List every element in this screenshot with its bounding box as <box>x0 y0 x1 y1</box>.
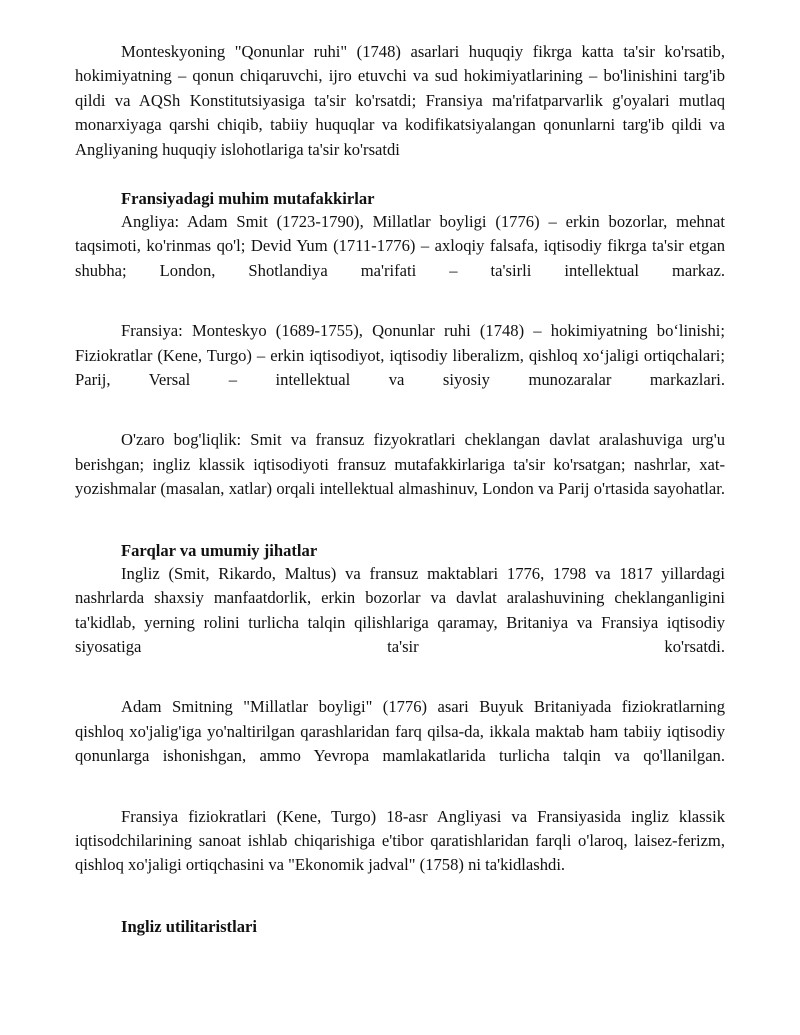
paragraph-wealth-of-nations: Adam Smitning "Millatlar boyligi" (1776) asari Buyuk Britaniyada fiziokratlarning qishloq xo'jalig'iga yo'naltirilgan qarashlaridan farq qilsa-da, ikkala maktab ham tabiiy iqtisodiy qonunlarga ishonishgan, ammo Yevropa mamlakatlarida turlicha talqin va qo'llanilgan. <box>75 697 725 766</box>
heading-english-utilitarians: Ingliz utilitaristlari <box>121 916 257 936</box>
heading-important-thinkers: Fransiyadagi muhim mutafakkirlar <box>121 189 375 209</box>
document-page <box>75 40 725 938</box>
paragraph-montesquieu-influence: Monteskyoning "Qonunlar ruhi" (1748) asarlari huquqiy fikrga katta ta'sir ko'rsatib, hokimiyatning – qonun chiqaruvchi, ijro etuvchi va sud hokimiyatlarining – bo'linishini targ'ib qildi va AQSh Konstitutsiyasiga ta'sir ko'rsatdi; Fransiya ma'rifatparvarlik g'oyalari mutlaq monarxiyaga qarshi chiqib, tabiiy huquqlar va kodifikatsiyalangan qonunlarni targ'ib qildi va Angliyaning huquqiy islohotlariga ta'sir ko'rsatdi <box>75 42 725 159</box>
paragraph-interconnection: O'zaro bog'liqlik: Smit va fransuz fizyokratlari cheklangan davlat aralashuviga urg'u berishgan; ingliz klassik iqtisodiyoti fransuz mutafakkirlariga ta'sir ko'rsatgan; nashrlar, xat-yozishmalar (masalan, xatlar) orqali intellektual almashinuv, London va Parij o'rtasida sayohatlar. <box>75 430 725 499</box>
paragraph-french-physiocrats: Fransiya fiziokratlari (Kene, Turgo) 18-asr Angliyasi va Fransiyasida ingliz klassik iqtisodchilarining sanoat ishlab chiqarishiga e'tibor qaratishlaridan farqli o'laroq, laisez-ferizm, qishloq xo'jaligi ortiqchasini va "Ekonomik jadval" (1758) ni ta'kidlashdi. <box>75 806 725 875</box>
paragraph-english-french-schools: Ingliz (Smit, Rikardo, Maltus) va fransuz maktablari 1776, 1798 va 1817 yillardagi nashrlarda shaxsiy manfaatdorlik, erkin bozorlar va davlat aralashuvining cheklanganligini ta'kidlab, yerning rolini turlicha talqin qilishlariga qaramay, Britaniya va Fransiya iqtisodiy siyosatiga ta'sir ko'rsatdi. <box>75 563 725 656</box>
paragraph-france-thinkers: Fransiya: Monteskyo (1689-1755), Qonunlar ruhi (1748) – hokimiyatning boʻlinishi; Fiziokratlar (Kene, Turgo) – erkin iqtisodiyot, iqtisodiy liberalizm, qishloq xoʻjaligi ortiqchalari; Parij, Versal – intellektual va siyosiy munozaralar markazlari. <box>75 321 725 390</box>
paragraph-england-thinkers: Angliya: Adam Smit (1723-1790), Millatlar boyligi (1776) – erkin bozorlar, mehnat taqsimoti, ko'rinmas qo'l; Devid Yum (1711-1776) – axloqiy falsafa, iqtisodiy fikrga ta'sir etgan shubha; London, Shotlandiya ma'rifati – ta'sirli intellektual markaz. <box>75 212 725 280</box>
heading-differences-commonalities: Farqlar va umumiy jihatlar <box>121 540 318 560</box>
